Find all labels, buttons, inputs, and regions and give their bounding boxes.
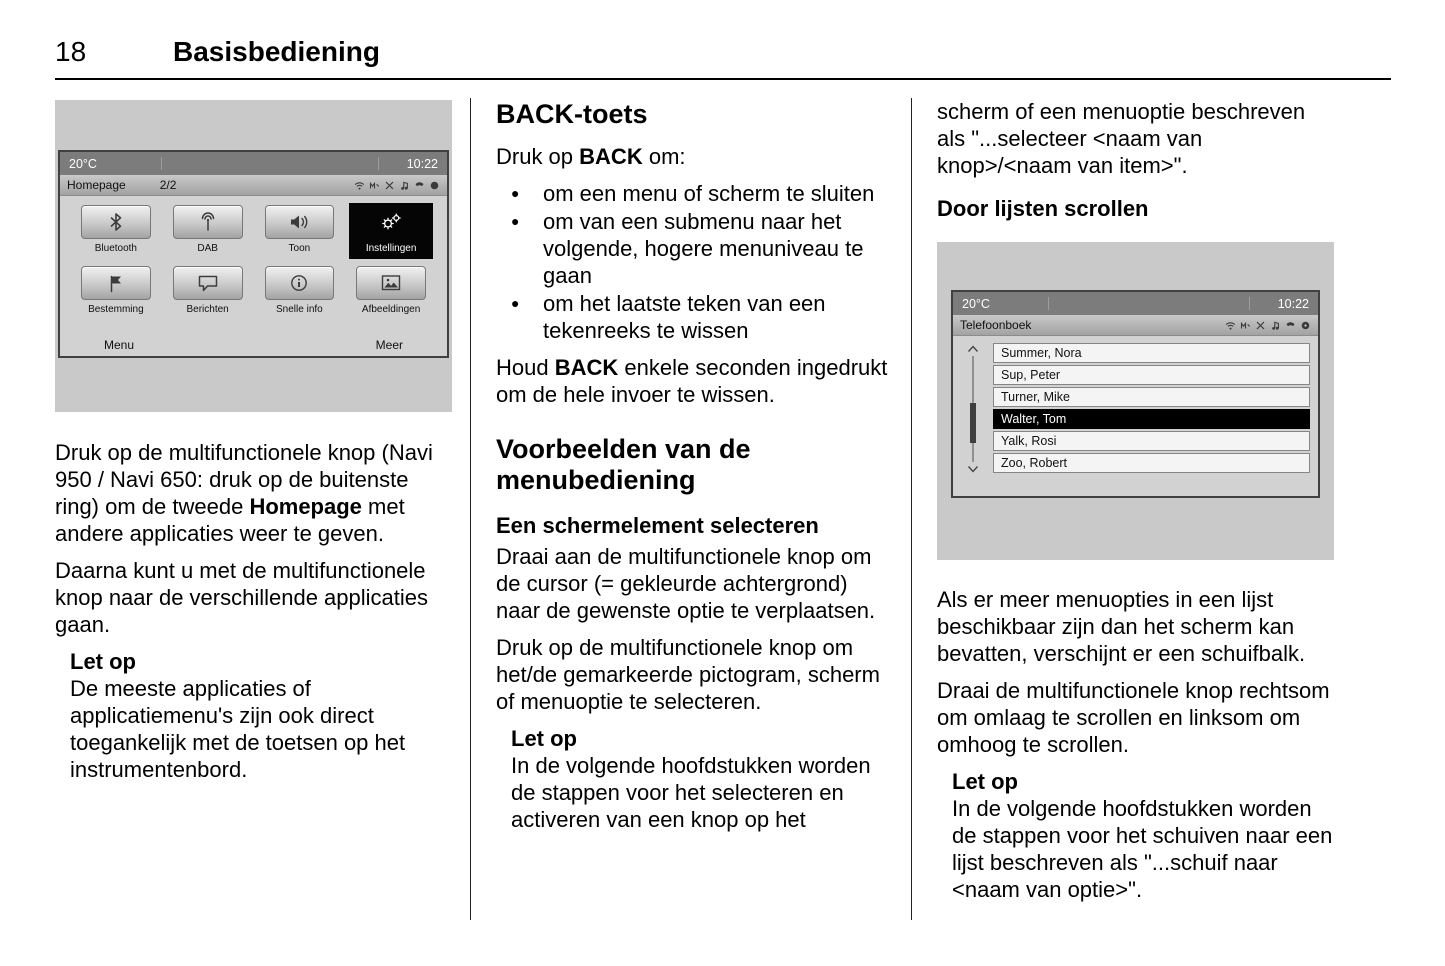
clock-label: 10:22 [1277, 296, 1309, 311]
tile-bluetooth [74, 203, 158, 259]
contact-row: Yalk, Rosi [993, 431, 1310, 451]
tile-label: Bestemming [88, 304, 144, 315]
tile-button [173, 205, 243, 239]
note-block [952, 768, 1334, 903]
wifi-icon [354, 180, 365, 191]
tile-dab [166, 203, 250, 259]
tile-button [265, 266, 335, 300]
tile-label: Snelle info [276, 304, 323, 315]
column-divider [911, 98, 912, 920]
tile-button [265, 205, 335, 239]
dab-icon [196, 212, 220, 232]
softkey-menu: Menu [104, 338, 135, 352]
temperature-label: 20°C [69, 156, 97, 171]
tile-snelle-info [258, 264, 342, 320]
tmc-icon [369, 180, 380, 191]
contact-list [953, 336, 1318, 473]
list-item [496, 180, 893, 207]
page-indicator: 2/2 [159, 178, 177, 192]
text-run: Houd [496, 355, 555, 380]
tile-berichten [166, 264, 250, 320]
statusbar-divider [1249, 297, 1250, 310]
info-icon [287, 273, 311, 293]
column-right [937, 98, 1334, 920]
phone-icon [414, 180, 425, 191]
note-label: Let op [511, 726, 577, 751]
note-label: Let op [952, 769, 1018, 794]
content-columns [55, 98, 1391, 920]
mute-icon [1255, 320, 1266, 331]
contact-row: Sup, Peter [993, 365, 1310, 385]
app-tile-grid [60, 196, 447, 320]
section-heading-back: BACK-toets [496, 99, 648, 129]
chapter-title: Basisbediening [173, 36, 380, 67]
tile-afbeeldingen [349, 264, 433, 320]
tile-label: Berichten [186, 304, 229, 315]
note-text: In de volgende hoofdstukken worden de stappen voor het selecteren en activeren van een knop op het [511, 753, 871, 832]
note-block [70, 648, 452, 783]
tile-button [81, 266, 151, 300]
text-run: om: [642, 144, 686, 169]
column-divider [470, 98, 471, 920]
temperature-label: 20°C [962, 296, 990, 311]
list-item [496, 208, 893, 289]
paragraph [496, 354, 893, 408]
tmc-icon [1240, 320, 1251, 331]
column-left [55, 98, 452, 920]
scrollbar-thumb [970, 403, 976, 443]
status-icon-strip [354, 180, 440, 191]
mute-icon [384, 180, 395, 191]
messages-icon [196, 273, 220, 293]
pictures-icon [379, 273, 403, 293]
note-text: In de volgende hoofdstukken worden de stappen voor het schuiven naar een lijst beschreven als "...schuif naar <naam van optie>". [952, 796, 1333, 902]
statusbar-divider [1048, 297, 1049, 310]
clock-label: 10:22 [406, 156, 438, 171]
bullet-icon: ● [511, 295, 520, 311]
chevron-up-icon [967, 345, 979, 353]
bullet-icon: ● [511, 213, 520, 229]
bullet-list [496, 180, 893, 344]
bullet-text: om van een submenu naar het volgende, hogere menuniveau te gaan [543, 209, 864, 288]
paragraph: Druk op de multifunctionele knop om het/de gemarkeerde pictogram, scherm of menuoptie te selecteren. [496, 635, 880, 714]
paragraph-continuation: scherm of een menuoptie beschreven als "...selecteer <naam van knop>/<naam van item>". [937, 99, 1306, 178]
phone-icon [1285, 320, 1296, 331]
note-text: De meeste applicaties of applicatiemenu's zijn ook direct toegankelijk met de toetsen op het instrumentenbord. [70, 676, 406, 782]
note-label: Let op [70, 649, 136, 674]
audio-icon [399, 180, 410, 191]
contact-row: Summer, Nora [993, 343, 1310, 363]
homepage-screen [58, 150, 449, 358]
wifi-icon [1225, 320, 1236, 331]
tile-label: Bluetooth [94, 243, 137, 254]
app-bar [953, 315, 1318, 336]
tile-instellingen [349, 203, 433, 259]
bluetooth-icon [104, 212, 128, 232]
status-bar [60, 152, 447, 175]
column-middle [496, 98, 893, 920]
bullet-icon: ● [511, 185, 520, 201]
chevron-down-icon [967, 465, 979, 473]
tile-button [356, 205, 426, 239]
screen-title: Homepage [67, 178, 126, 192]
scrollbar-track [972, 356, 974, 462]
app-bar [60, 175, 447, 196]
paragraph [496, 143, 893, 170]
tile-toon [258, 203, 342, 259]
paragraph: Daarna kunt u met de multifunctionele knop naar de verschillende applicaties gaan. [55, 558, 429, 637]
contact-row-selected: Walter, Tom [993, 409, 1310, 429]
subheading-scroll-lists: Door lijsten scrollen [937, 196, 1149, 221]
audio-icon [1270, 320, 1281, 331]
scrollbar [960, 345, 986, 473]
tile-button [173, 266, 243, 300]
section-heading-examples: Voorbeelden van de menubediening [496, 434, 751, 495]
tile-label: Instellingen [365, 243, 417, 254]
page-number: 18 [55, 36, 87, 67]
status-dot-icon [429, 180, 440, 191]
contact-row: Turner, Mike [993, 387, 1310, 407]
statusbar-divider [378, 157, 379, 170]
contact-row: Zoo, Robert [993, 453, 1310, 473]
subheading-select-element: Een schermelement selecteren [496, 513, 819, 538]
text-run: Druk op [496, 144, 580, 169]
status-icon-strip [1225, 320, 1311, 331]
paragraph: Als er meer menuopties in een lijst beschikbaar zijn dan het scherm kan bevatten, verschijnt er een schuifbalk. [937, 587, 1306, 666]
screen-title: Telefoonboek [960, 318, 1032, 332]
text-run: Druk op de multifunctionele knop (Navi 950 / Navi 650: druk op de buitenste ring) om de tweede [55, 440, 433, 519]
text-run: met andere applicaties weer te geven. [55, 494, 405, 546]
settings-icon [379, 212, 403, 232]
tile-button [356, 266, 426, 300]
paragraph [55, 439, 452, 547]
tile-label: DAB [197, 243, 218, 254]
text-run-bold: BACK [579, 144, 643, 169]
destination-icon [104, 273, 128, 293]
bullet-text: om het laatste teken van een tekenreeks te wissen [543, 291, 826, 343]
softkey-meer: Meer [375, 338, 403, 352]
tile-button [81, 205, 151, 239]
paragraph: Draai de multifunctionele knop rechtsom om omlaag te scrollen en linksom om omhoog te scrollen. [937, 678, 1330, 757]
bullet-text: om een menu of scherm te sluiten [543, 181, 875, 206]
figure-homepage [55, 100, 452, 412]
statusbar-divider [161, 157, 162, 170]
tile-label: Afbeeldingen [361, 304, 421, 315]
figure-phonebook [937, 242, 1334, 560]
text-run-bold: BACK [554, 355, 619, 380]
tone-icon [287, 212, 311, 232]
paragraph: Draai aan de multifunctionele knop om de cursor (= gekleurde achtergrond) naar de gewenste optie te verplaatsen. [496, 544, 876, 623]
phonebook-screen [951, 290, 1320, 498]
text-run: enkele seconden ingedrukt om de hele invoer te wissen. [496, 355, 888, 407]
status-dot-icon [1300, 320, 1311, 331]
tile-bestemming [74, 264, 158, 320]
status-bar [953, 292, 1318, 315]
list-item [496, 290, 893, 344]
text-run-bold: Homepage [249, 494, 362, 519]
page-header [55, 36, 1391, 80]
note-block [511, 725, 893, 833]
softkey-row [60, 338, 447, 352]
tile-label: Toon [288, 243, 311, 254]
